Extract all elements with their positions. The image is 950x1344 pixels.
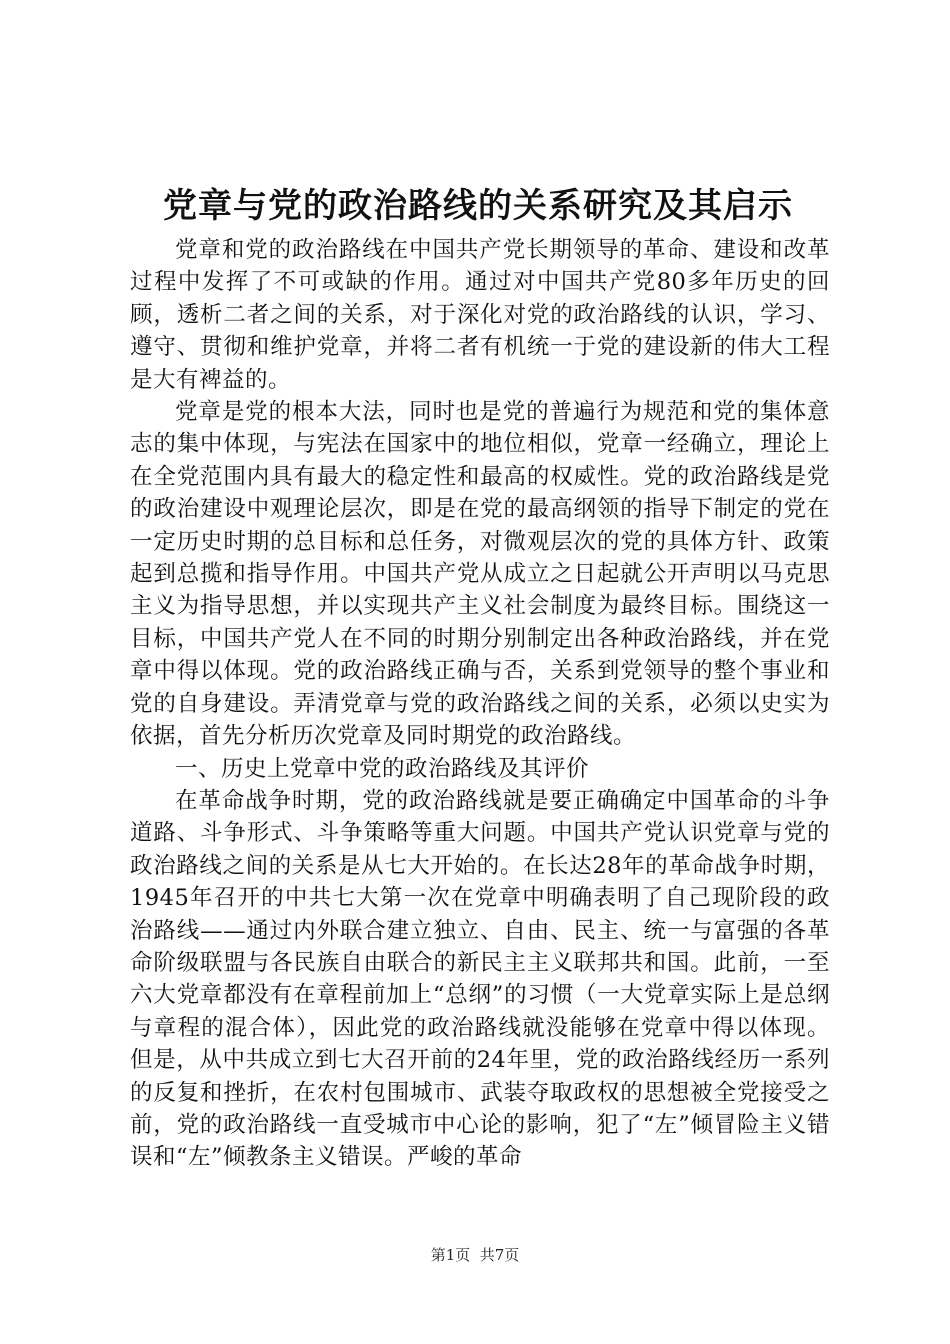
page-number: 第1页 共7页 <box>430 1246 520 1264</box>
document-body <box>130 234 830 1174</box>
body-paragraph: 党章是党的根本大法，同时也是党的普遍行为规范和党的集体意志的集中体现，与宪法在国家中的地位相似，党章一经确立，理论上在全党范围内具有最大的稳定性和最高的权威性。党的政治路线是党的政治建设中观理论层次，即是在党的最高纲领的指导下制定的党在一定历史时期的总目标和总任务，对微观层次的党的具体方针、政策起到总揽和指导作用。中国共产党从成立之日起就公开声明以马克思主义为指导思想，并以实现共产主义社会制度为最终目标。围绕这一目标，中国共产党人在不同的时期分别制定出各种政治路线，并在党章中得以体现。党的政治路线正确与否，关系到党领导的整个事业和党的自身建设。弄清党章与党的政治路线之间的关系，必须以史实为依据，首先分析历次党章及同时期党的政治路线。 <box>130 399 830 750</box>
section-heading: 一、历史上党章中党的政治路线及其评价 <box>175 755 590 782</box>
section-paragraph: 在革命战争时期，党的政治路线就是要正确确定中国革命的斗争道路、斗争形式、斗争策略等重大问题。中国共产党认识党章与党的政治路线之间的关系是从七大开始的。在长达28年的革命战争时期，1945年召开的中共七大第一次在党章中明确表明了自己现阶段的政治路线——通过内外联合建立独立、自由、民主、统一与富强的各革命阶级联盟与各民族自由联合的新民主主义联邦共和国。此前，一至六大党章都没有在章程前加上“总纲”的习惯（一大党章实际上是总纲与章程的混合体），因此党的政治路线就没能够在党章中得以体现。但是，从中共成立到七大召开前的24年里，党的政治路线经历一系列的反复和挫折，在农村包围城市、武装夺取政权的思想被全党接受之前，党的政治路线一直受城市中心论的影响，犯了“左”倾冒险主义错误和“左”倾教条主义错误。严峻的革命 <box>130 787 830 1171</box>
intro-paragraph: 党章和党的政治路线在中国共产党长期领导的革命、建设和改革过程中发挥了不可或缺的作用。通过对中国共产党80多年历史的回顾，透析二者之间的关系，对于深化对党的政治路线的认识，学习、遵守、贯彻和维护党章，并将二者有机统一于党的建设新的伟大工程是大有裨益的。 <box>130 237 830 393</box>
document-title: 党章与党的政治路线的关系研究及其启示 <box>163 186 793 226</box>
